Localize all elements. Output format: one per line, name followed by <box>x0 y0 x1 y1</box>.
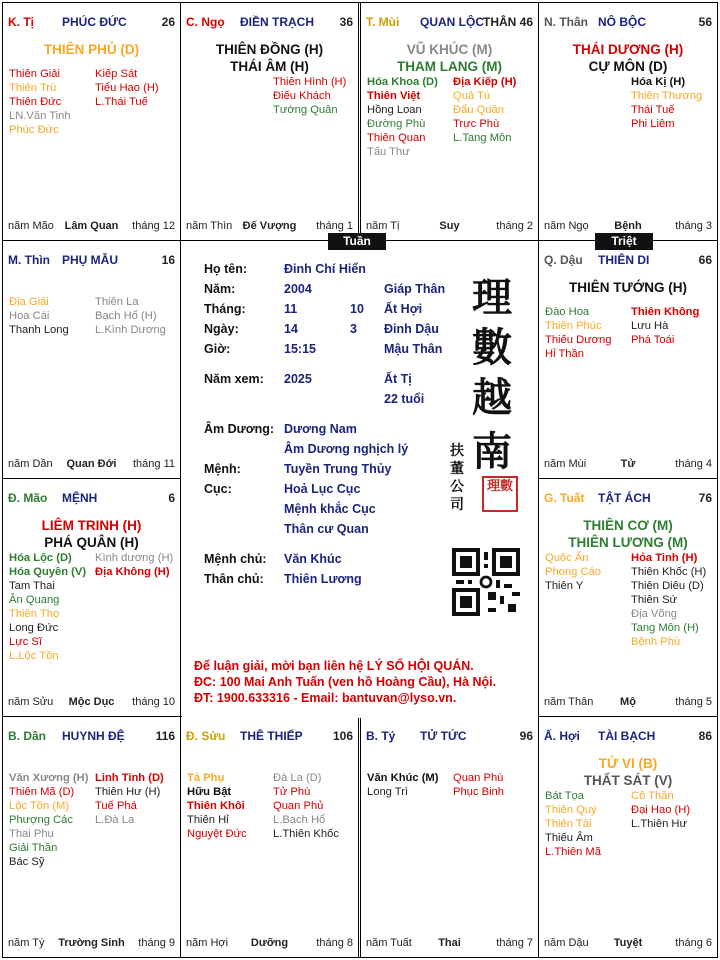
minor-stars-left <box>367 75 438 159</box>
footer-month: tháng 10 <box>132 696 175 708</box>
main-star: THÁI DƯƠNG (H) <box>572 42 684 57</box>
minor-star: Thiên Diêu (D) <box>631 580 704 592</box>
minor-star: Thiên Phúc <box>545 320 602 332</box>
minor-star: Lộc Tồn (M) <box>9 800 70 812</box>
main-stars <box>3 517 180 551</box>
palace-header <box>544 15 712 31</box>
minor-star: Thái Tuế <box>631 104 675 116</box>
minor-star: Tam Thai <box>9 580 55 592</box>
center-info-panel <box>182 242 538 718</box>
main-star: THÁI ÂM (H) <box>230 59 309 74</box>
palace-branch: Đ. Mão <box>8 491 48 505</box>
minor-star: Hỏa Tinh (H) <box>631 552 698 564</box>
minor-star: Thiên Sứ <box>631 594 678 606</box>
footer-month: tháng 4 <box>675 458 712 470</box>
minor-star: Thiên Khốc (H) <box>631 566 707 578</box>
minor-star: Kình dương (H) <box>95 552 174 564</box>
minor-star: Phá Toái <box>631 334 675 346</box>
footer-year: năm Ngọ <box>544 220 589 232</box>
nam-value: 2004 <box>284 282 312 296</box>
thanchu-label: Thân chủ: <box>204 572 264 586</box>
footer-month: tháng 2 <box>496 220 533 232</box>
palace-number: 76 <box>698 491 712 505</box>
minor-star: Phượng Các <box>9 814 73 826</box>
minor-star: Đào Hoa <box>545 306 590 318</box>
main-star: PHÁ QUÂN (H) <box>44 535 139 550</box>
minor-star: Thanh Long <box>9 324 69 336</box>
footer-year: năm Mùi <box>544 458 587 470</box>
minor-star: Quan Phủ <box>273 800 324 812</box>
tuoi-value: 22 tuổi <box>384 392 425 406</box>
palace-name: PHỤ MẪU <box>62 253 118 267</box>
minor-stars-left <box>367 771 438 799</box>
minor-star: L.Bạch Hổ <box>273 814 326 826</box>
palace-branch: B. Dần <box>8 729 47 743</box>
footer-stage: Quan Đới <box>66 458 117 470</box>
minor-star: LN.Văn Tinh <box>9 110 71 122</box>
cuc-label: Cục: <box>204 482 232 496</box>
palace-name: QUAN LỘC <box>420 15 484 29</box>
main-stars <box>539 279 717 296</box>
palace-footer <box>8 696 175 710</box>
logo-seal: 理數 <box>482 476 518 512</box>
palace-number: 26 <box>161 15 175 29</box>
minor-star: Nguyệt Đức <box>187 828 247 840</box>
footer-stage: Thai <box>438 937 461 949</box>
palace-header <box>8 729 175 745</box>
minor-star: L.Đà La <box>95 814 135 826</box>
logo-char-1: 理 <box>472 274 512 321</box>
palace-footer <box>544 937 712 951</box>
main-star: VŨ KHÚC (M) <box>406 42 493 57</box>
minor-star: L.Thiên Khốc <box>273 828 339 840</box>
palace-name: HUYNH ĐỆ <box>62 729 125 743</box>
palace-header <box>366 729 533 745</box>
logo-char-4: 南 <box>472 428 512 475</box>
palace-header <box>366 15 533 31</box>
minor-stars-left <box>9 67 71 137</box>
contact-line-3: ĐT: 1900.633316 - Email: bantuvan@lyso.vn. <box>194 691 457 705</box>
palace-header <box>8 15 175 31</box>
minor-star: Ân Quang <box>9 594 60 606</box>
footer-stage: Mộ <box>620 696 636 708</box>
palace-branch: B. Tý <box>366 729 396 743</box>
palace-name: TÀI BẠCH <box>598 729 656 743</box>
minor-stars-right <box>95 771 164 827</box>
main-star: TỬ VI (B) <box>598 756 658 771</box>
palace-branch: T. Mùi <box>366 15 400 29</box>
minor-star: Văn Khúc (M) <box>367 772 439 784</box>
footer-stage: Lâm Quan <box>64 220 119 232</box>
qr-code[interactable] <box>452 548 520 616</box>
gio-can: Mậu Thân <box>384 342 443 356</box>
thang-al: 10 <box>350 302 364 316</box>
minor-stars-left <box>9 295 69 337</box>
amduong-value-1: Dương Nam <box>284 422 357 436</box>
minor-star: Thiên Hình (H) <box>273 76 347 88</box>
palace-branch: G. Tuất <box>544 491 585 505</box>
palace-tuat[interactable] <box>538 478 718 717</box>
palace-branch: M. Thìn <box>8 253 50 267</box>
palace-header <box>186 15 353 31</box>
minor-star: Hoa Cái <box>9 310 50 322</box>
minor-stars-left <box>545 789 601 859</box>
main-stars <box>3 41 180 58</box>
palace-number: 86 <box>698 729 712 743</box>
palace-number: THÂN 46 <box>482 15 533 29</box>
footer-month: tháng 8 <box>316 937 353 949</box>
main-star: LIÊM TRINH (H) <box>41 518 142 533</box>
logo-char-2: 數 <box>472 324 512 371</box>
palace-branch: Đ. Sửu <box>186 729 226 743</box>
minor-star: Trực Phù <box>453 118 500 130</box>
minor-star: Quốc Ấn <box>545 552 589 564</box>
palace-branch: Q. Dậu <box>544 253 583 267</box>
palace-branch: N. Thân <box>544 15 588 29</box>
ngay-value: 14 <box>284 322 298 336</box>
amduong-value-2: Âm Dương nghịch lý <box>284 442 409 456</box>
minor-star: Lưu Hà <box>631 320 669 332</box>
minor-star: Địa Không (H) <box>95 566 170 578</box>
minor-star: Quả Tú <box>453 90 491 102</box>
minor-star: Hóa Lộc (D) <box>9 552 72 564</box>
minor-star: L.Tang Môn <box>453 132 512 144</box>
minor-star: Hóa Quyền (V) <box>9 566 87 578</box>
namxem-value: 2025 <box>284 372 312 386</box>
minor-star: Hỉ Thần <box>545 348 584 360</box>
palace-footer <box>544 220 712 234</box>
palace-thin[interactable] <box>2 240 181 479</box>
main-star: THIÊN TƯỚNG (H) <box>569 280 687 295</box>
palace-ngo[interactable] <box>180 2 359 241</box>
footer-month: tháng 9 <box>138 937 175 949</box>
palace-footer <box>544 458 712 472</box>
minor-star: Cô Thần <box>631 790 674 802</box>
minor-stars-right <box>95 67 159 109</box>
menh-label: Mệnh: <box>204 462 241 476</box>
main-star: THẤT SÁT (V) <box>583 773 673 788</box>
palace-number: 36 <box>339 15 353 29</box>
palace-number: 66 <box>698 253 712 267</box>
palace-header <box>544 253 712 269</box>
palace-suu[interactable] <box>180 716 359 958</box>
minor-star: Thiên Không <box>631 306 700 318</box>
palace-name: THIÊN DI <box>598 253 650 267</box>
footer-month: tháng 1 <box>316 220 353 232</box>
footer-year: năm Tị <box>366 220 400 232</box>
footer-stage: Dưỡng <box>250 937 289 949</box>
palace-footer <box>8 458 175 472</box>
ngay-can: Đinh Dậu <box>384 322 439 336</box>
logo-char-3: 越 <box>472 374 512 421</box>
menhchu-label: Mệnh chủ: <box>204 552 267 566</box>
minor-star: L.Kình Dương <box>95 324 166 336</box>
footer-stage: Trường Sinh <box>58 937 125 949</box>
cuc-value-2: Mệnh khắc Cục <box>284 502 376 516</box>
minor-star: Thiên Thương <box>631 90 703 102</box>
main-star: THIÊN CƠ (M) <box>583 518 673 533</box>
footer-stage: Mộc Dục <box>68 696 115 708</box>
contact-line-2: ĐC: 100 Mai Anh Tuấn (ven hồ Hoàng Cầu), Hà Nội. <box>194 675 497 689</box>
palace-footer <box>186 220 353 234</box>
minor-stars-right <box>453 771 504 799</box>
minor-star: Giải Thần <box>9 842 58 854</box>
palace-name: THÊ THIẾP <box>240 729 303 743</box>
palace-mui[interactable] <box>360 2 539 241</box>
minor-star: Tả Phụ <box>187 772 225 784</box>
minor-star: Quan Phù <box>453 772 504 784</box>
palace-ty[interactable] <box>2 2 181 241</box>
minor-stars-left <box>9 551 86 663</box>
footer-month: tháng 5 <box>675 696 712 708</box>
nam-label: Năm: <box>204 282 236 296</box>
minor-star: Thiên Việt <box>367 90 421 102</box>
footer-year: năm Dần <box>8 458 53 470</box>
palace-name: NÔ BỘC <box>598 15 646 29</box>
main-stars <box>181 41 358 75</box>
tuan-tag: Tuần <box>328 233 386 250</box>
palace-footer <box>8 220 175 234</box>
palace-header <box>186 729 353 745</box>
footer-month: tháng 3 <box>675 220 712 232</box>
palace-header <box>8 491 175 507</box>
minor-star: Hóa Kị (H) <box>631 76 686 88</box>
palace-than[interactable] <box>538 2 718 241</box>
minor-star: Thiếu Dương <box>545 334 612 346</box>
footer-year: năm Sửu <box>8 696 54 708</box>
minor-stars-left <box>545 551 601 593</box>
cuc-value-3: Thân cư Quan <box>284 522 369 536</box>
minor-star: Long Đức <box>9 622 59 634</box>
ngay-label: Ngày: <box>204 322 239 336</box>
palace-branch: Ấ. Hợi <box>544 729 580 743</box>
footer-month: tháng 12 <box>132 220 175 232</box>
footer-stage: Đế Vượng <box>242 220 297 232</box>
footer-year: năm Dậu <box>544 937 589 949</box>
contact-block <box>194 658 496 706</box>
minor-star: Hóa Khoa (D) <box>367 76 438 88</box>
palace-number: 16 <box>161 253 175 267</box>
palace-footer <box>366 937 533 951</box>
palace-dau[interactable] <box>538 240 718 479</box>
minor-star: Đại Hao (H) <box>631 804 691 816</box>
minor-star: Bát Tọa <box>545 790 584 802</box>
palace-ti[interactable] <box>360 716 539 958</box>
minor-stars-right <box>631 551 706 649</box>
footer-month: tháng 11 <box>132 458 175 470</box>
minor-star: Long Trì <box>367 786 409 798</box>
thang-label: Tháng: <box>204 302 246 316</box>
minor-stars-right <box>631 75 702 131</box>
thanchu-value: Thiên Lương <box>284 572 362 586</box>
minor-star: Thiên Quý <box>545 804 597 816</box>
minor-star: Linh Tinh (D) <box>95 772 164 784</box>
menhchu-value: Văn Khúc <box>284 552 342 566</box>
footer-year: năm Tý <box>8 937 45 949</box>
minor-star: Thiên Khôi <box>187 800 245 812</box>
minor-star: Thiên Giải <box>9 68 60 80</box>
minor-star: Thiên Đức <box>9 96 62 108</box>
minor-star: Phúc Đức <box>9 124 59 136</box>
footer-month: tháng 7 <box>496 937 533 949</box>
amduong-label: Âm Dương: <box>204 422 275 436</box>
minor-star: Điếu Khách <box>273 90 331 102</box>
palace-dan[interactable] <box>2 716 181 958</box>
ngay-al: 3 <box>350 322 357 336</box>
main-stars <box>361 41 538 75</box>
minor-star: Bác Sỹ <box>9 856 45 868</box>
minor-star: Kiếp Sát <box>95 68 138 80</box>
palace-footer <box>186 937 353 951</box>
palace-name: TẬT ÁCH <box>598 491 651 505</box>
footer-year: năm Thân <box>544 696 594 708</box>
namxem-label: Năm xem: <box>204 372 264 386</box>
palace-branch: C. Ngọ <box>186 15 225 29</box>
gio-value: 15:15 <box>284 342 316 356</box>
palace-footer <box>366 220 533 234</box>
minor-star: L.Thiên Hư <box>631 818 687 830</box>
minor-star: Phi Liêm <box>631 118 675 130</box>
minor-star: Thai Phụ <box>9 828 54 840</box>
thang-value: 11 <box>284 302 298 316</box>
palace-footer <box>8 937 175 951</box>
minor-star: Tướng Quân <box>273 104 338 116</box>
palace-number: 106 <box>332 729 353 743</box>
palace-footer <box>544 696 712 710</box>
minor-stars-right <box>453 75 516 145</box>
minor-star: Đường Phù <box>367 118 426 130</box>
main-star: CỰ MÔN (D) <box>588 59 668 74</box>
minor-star: Bệnh Phù <box>631 636 681 648</box>
minor-star: Đà La (D) <box>273 772 322 784</box>
minor-star: Bạch Hổ (H) <box>95 310 157 322</box>
minor-star: Thiên Thọ <box>9 608 60 620</box>
footer-year: năm Thìn <box>186 220 233 232</box>
namxem-can: Ất Tị <box>384 372 412 386</box>
triet-tag: Triệt <box>595 233 653 250</box>
palace-header <box>544 491 712 507</box>
minor-star: Thiên La <box>95 296 139 308</box>
hoten-value: Đinh Chí Hiển <box>284 262 366 276</box>
minor-stars-left <box>9 771 88 869</box>
palace-hoi[interactable] <box>538 716 718 958</box>
palace-branch: K. Tị <box>8 15 34 29</box>
footer-stage: Tử <box>620 458 636 470</box>
palace-header <box>544 729 712 745</box>
contact-line-1: Để luận giải, mời bạn liên hệ LÝ SỐ HỘI QUÁN. <box>194 659 474 673</box>
minor-stars-left <box>545 305 611 361</box>
minor-star: Địa Kiếp (H) <box>453 76 517 88</box>
minor-stars-right <box>273 75 346 117</box>
gio-label: Giờ: <box>204 342 231 356</box>
minor-star: Thiên Mã (D) <box>9 786 75 798</box>
minor-star: Tử Phù <box>273 786 311 798</box>
minor-star: Thiên Quan <box>367 132 426 144</box>
minor-star: Tuế Phá <box>95 800 137 812</box>
minor-stars-left <box>187 771 247 841</box>
minor-star: L.Thái Tuế <box>95 96 148 108</box>
palace-number: 56 <box>698 15 712 29</box>
minor-star: L.Lộc Tồn <box>9 650 59 662</box>
main-star: THIÊN PHỦ (D) <box>43 42 140 57</box>
minor-stars-right <box>631 305 699 347</box>
minor-star: Địa Giải <box>9 296 49 308</box>
main-star: THAM LANG (M) <box>397 59 502 74</box>
minor-star: Hồng Loan <box>367 104 422 116</box>
minor-star: Văn Xương (H) <box>9 772 89 784</box>
minor-star: Phục Binh <box>453 786 504 798</box>
main-stars <box>539 517 717 551</box>
palace-name: ĐIỀN TRẠCH <box>240 15 314 29</box>
palace-name: TỬ TỨC <box>420 729 467 743</box>
main-stars <box>539 41 717 75</box>
minor-star: Thiên Y <box>545 580 584 592</box>
minor-star: Thiên Trù <box>9 82 57 94</box>
footer-stage: Tuyệt <box>613 937 643 949</box>
minor-star: L.Thiên Mã <box>545 846 601 858</box>
minor-stars-right <box>95 295 166 337</box>
thang-can: Ất Hợi <box>384 302 423 316</box>
palace-number: 116 <box>155 729 175 743</box>
footer-stage: Bệnh <box>614 220 642 232</box>
minor-star: Thiên Hỉ <box>187 814 229 826</box>
minor-star: Địa Võng <box>631 608 678 620</box>
nam-can: Giáp Thân <box>384 282 446 296</box>
minor-star: Hữu Bật <box>187 786 232 798</box>
footer-month: tháng 6 <box>675 937 712 949</box>
minor-star: Thiếu Âm <box>545 832 593 844</box>
menh-value: Tuyền Trung Thủy <box>284 462 392 476</box>
footer-year: năm Mão <box>8 220 54 232</box>
palace-number: 6 <box>168 491 175 505</box>
main-stars <box>539 755 717 789</box>
minor-stars-right <box>273 771 339 841</box>
minor-stars-right <box>631 789 690 831</box>
minor-star: Phong Cáo <box>545 566 601 578</box>
minor-star: Thiên Hư (H) <box>95 786 161 798</box>
minor-star: Đẩu Quân <box>453 104 504 116</box>
main-star: THIÊN ĐỒNG (H) <box>215 42 324 57</box>
palace-name: PHÚC ĐỨC <box>62 15 127 29</box>
footer-stage: Suy <box>439 220 460 232</box>
cuc-value-1: Hoả Lục Cục <box>284 482 361 496</box>
footer-year: năm Tuất <box>366 937 412 949</box>
minor-star: Tang Môn (H) <box>631 622 699 634</box>
hoten-label: Họ tên: <box>204 262 248 276</box>
main-star: THIÊN LƯƠNG (M) <box>568 535 688 550</box>
palace-name: MỆNH <box>62 491 98 505</box>
palace-header <box>8 253 175 269</box>
palace-number: 96 <box>519 729 533 743</box>
minor-star: Tấu Thư <box>367 146 410 158</box>
palace-mao[interactable] <box>2 478 181 717</box>
minor-star: Thiên Tài <box>545 818 592 830</box>
logo-subtitle: 扶董公司 <box>450 443 464 513</box>
minor-star: Tiểu Hao (H) <box>95 82 159 94</box>
minor-star: Lực Sĩ <box>9 636 42 648</box>
footer-year: năm Hợi <box>186 937 229 949</box>
minor-stars-right <box>95 551 173 579</box>
